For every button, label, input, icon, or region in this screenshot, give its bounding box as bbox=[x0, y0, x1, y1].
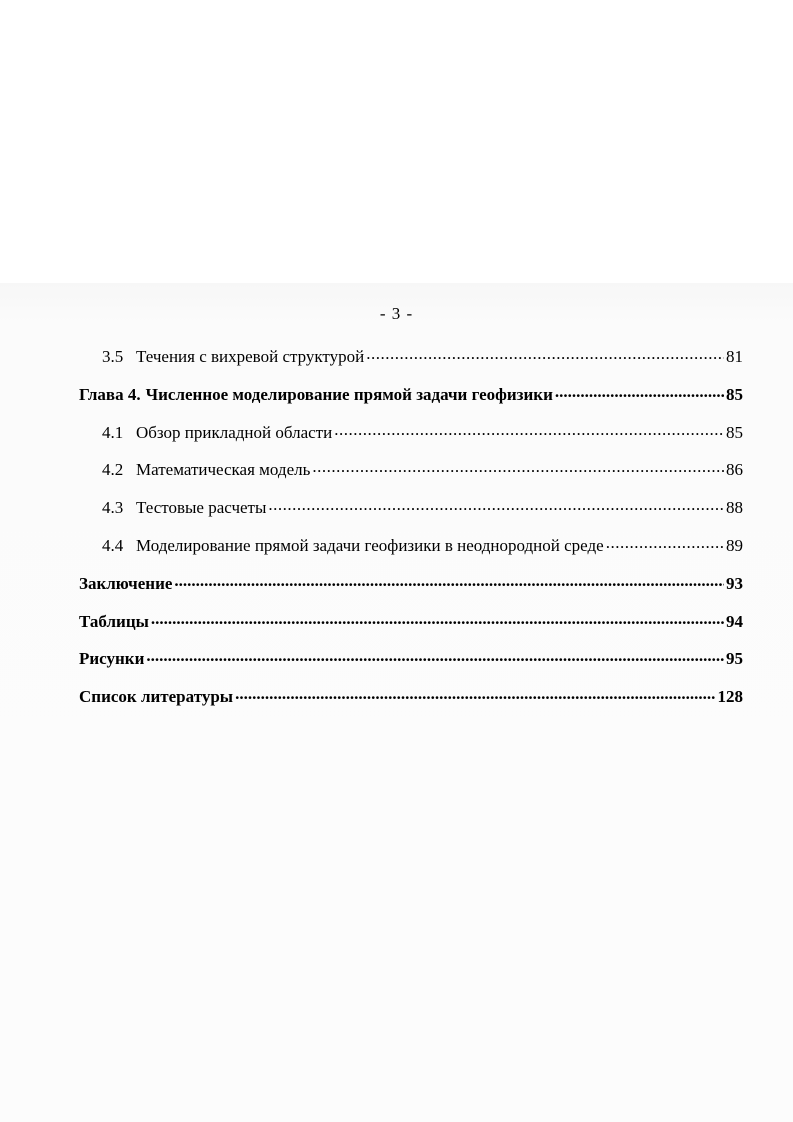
toc-dot-leader bbox=[334, 421, 724, 438]
toc-section-tables[interactable] bbox=[79, 610, 743, 648]
toc-section-page: 95 bbox=[726, 649, 743, 669]
toc-section-title: Таблицы bbox=[79, 611, 149, 631]
toc-dot-leader bbox=[146, 647, 724, 664]
toc-entry-title: Моделирование прямой задачи геофизики в неоднородной среде bbox=[136, 535, 604, 555]
toc-chapter-title: Численное моделирование прямой задачи геофизики bbox=[145, 384, 553, 404]
toc-entry-number: 4.2 bbox=[102, 460, 124, 480]
toc-dot-leader bbox=[606, 534, 724, 551]
toc-entry-number: 4.1 bbox=[102, 422, 124, 442]
toc-entry-title: Обзор прикладной области bbox=[136, 422, 333, 442]
toc-entry-number: 4.3 bbox=[102, 498, 124, 518]
toc-dot-leader bbox=[312, 458, 724, 475]
toc-entry[interactable] bbox=[79, 534, 743, 572]
toc-section-title: Список литературы bbox=[79, 687, 234, 707]
toc-entry[interactable] bbox=[79, 496, 743, 534]
toc-section-page: 94 bbox=[726, 611, 743, 631]
table-of-contents bbox=[79, 345, 743, 723]
toc-section-figures[interactable] bbox=[79, 647, 743, 685]
toc-dot-leader bbox=[235, 685, 715, 702]
toc-section-title: Заключение bbox=[79, 573, 173, 593]
toc-entry[interactable] bbox=[79, 345, 743, 383]
toc-entry[interactable] bbox=[79, 458, 743, 496]
toc-chapter-page: 85 bbox=[726, 384, 743, 404]
toc-entry-page: 81 bbox=[726, 347, 743, 366]
toc-entry-title: Тестовые расчеты bbox=[136, 498, 267, 518]
toc-chapter-number: Глава 4. bbox=[79, 384, 141, 404]
toc-section-page: 93 bbox=[726, 573, 743, 593]
toc-section-page: 128 bbox=[717, 687, 743, 707]
toc-chapter[interactable] bbox=[79, 383, 743, 421]
toc-section-conclusion[interactable] bbox=[79, 572, 743, 610]
toc-dot-leader bbox=[151, 610, 724, 627]
toc-entry-page: 86 bbox=[726, 460, 743, 480]
page-number: - 3 - bbox=[379, 304, 414, 323]
toc-entry-page: 85 bbox=[726, 422, 743, 442]
toc-entry-title: Математическая модель bbox=[136, 460, 311, 480]
toc-entry-page: 88 bbox=[726, 498, 743, 518]
toc-dot-leader bbox=[555, 383, 724, 400]
toc-entry[interactable] bbox=[79, 421, 743, 459]
toc-entry-title: Течения с вихревой структурой bbox=[136, 347, 365, 366]
toc-section-title: Рисунки bbox=[79, 649, 145, 669]
toc-entry-page: 89 bbox=[726, 535, 743, 555]
toc-section-references[interactable] bbox=[79, 685, 743, 723]
toc-entry-number: 4.4 bbox=[102, 535, 124, 555]
toc-dot-leader bbox=[268, 496, 724, 513]
toc-entry-number: 3.5 bbox=[102, 347, 124, 366]
toc-dot-leader bbox=[366, 345, 724, 362]
toc-dot-leader bbox=[174, 572, 724, 589]
